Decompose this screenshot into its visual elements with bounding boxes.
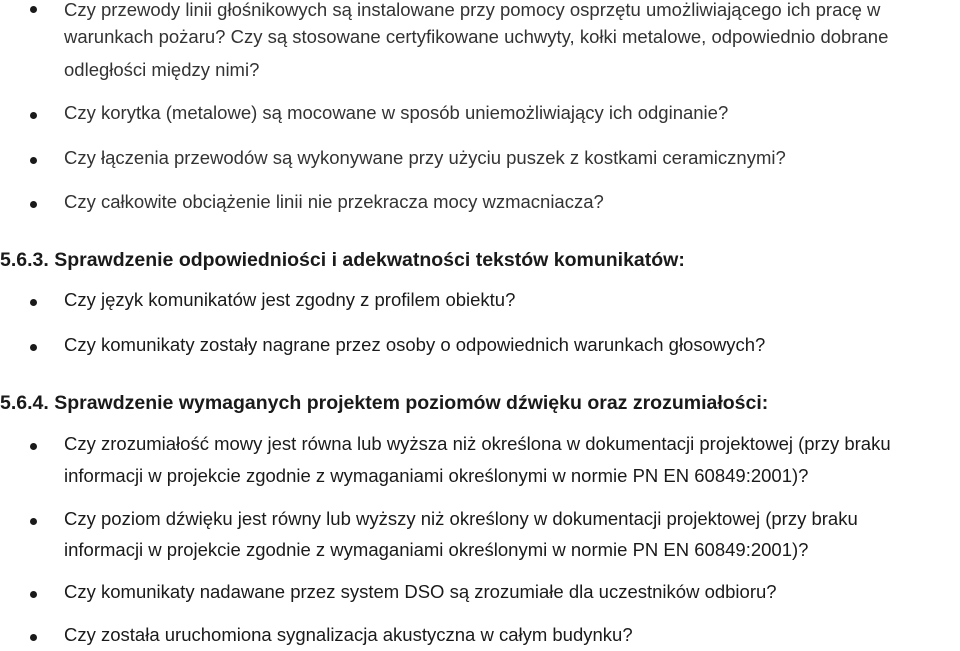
bullet-icon (30, 201, 37, 208)
list-item-line: Czy zrozumiałość mowy jest równa lub wyższa niż określona w dokumentacji projektowej (przy braku (64, 433, 891, 454)
list-item-line: informacji w projekcie zgodnie z wymaganiami określonymi w normie PN EN 60849:2001)? (64, 539, 809, 560)
list-item-line: Czy została uruchomiona sygnalizacja akustyczna w całym budynku? (64, 624, 633, 645)
list-item-line: Czy komunikaty zostały nagrane przez osoby o odpowiednich warunkach głosowych? (64, 334, 766, 355)
section-heading: 5.6.3. Sprawdzenie odpowiedniości i adekwatności tekstów komunikatów: (0, 249, 685, 271)
list-item-line: warunkach pożaru? Czy są stosowane certyfikowane uchwyty, kołki metalowe, odpowiednio dobrane (64, 26, 889, 47)
list-item-line: Czy korytka (metalowe) są mocowane w sposób uniemożliwiający ich odginanie? (64, 102, 729, 123)
bullet-icon (30, 299, 37, 306)
bullet-icon (30, 6, 37, 13)
list-item-line: Czy język komunikatów jest zgodny z profilem obiektu? (64, 289, 516, 310)
list-item-line: Czy całkowite obciążenie linii nie przekracza mocy wzmacniacza? (64, 191, 604, 212)
list-item-line: Czy przewody linii głośnikowych są instalowane przy pomocy osprzętu umożliwiającego ich pracę w (64, 0, 881, 20)
bullet-icon (30, 518, 37, 525)
bullet-icon (30, 112, 37, 119)
bullet-icon (30, 344, 37, 351)
bullet-icon (30, 591, 37, 598)
bullet-icon (30, 157, 37, 164)
list-item-line: odległości między nimi? (64, 59, 260, 80)
bullet-icon (30, 443, 37, 450)
section-heading: 5.6.4. Sprawdzenie wymaganych projektem poziomów dźwięku oraz zrozumiałości: (0, 392, 769, 414)
list-item-line: informacji w projekcie zgodnie z wymaganiami określonymi w normie PN EN 60849:2001)? (64, 465, 809, 486)
list-item-line: Czy poziom dźwięku jest równy lub wyższy niż określony w dokumentacji projektowej (przy braku (64, 508, 858, 529)
list-item-line: Czy komunikaty nadawane przez system DSO są zrozumiałe dla uczestników odbioru? (64, 581, 777, 602)
list-item-line: Czy łączenia przewodów są wykonywane przy użyciu puszek z kostkami ceramicznymi? (64, 147, 786, 168)
bullet-icon (30, 634, 37, 641)
